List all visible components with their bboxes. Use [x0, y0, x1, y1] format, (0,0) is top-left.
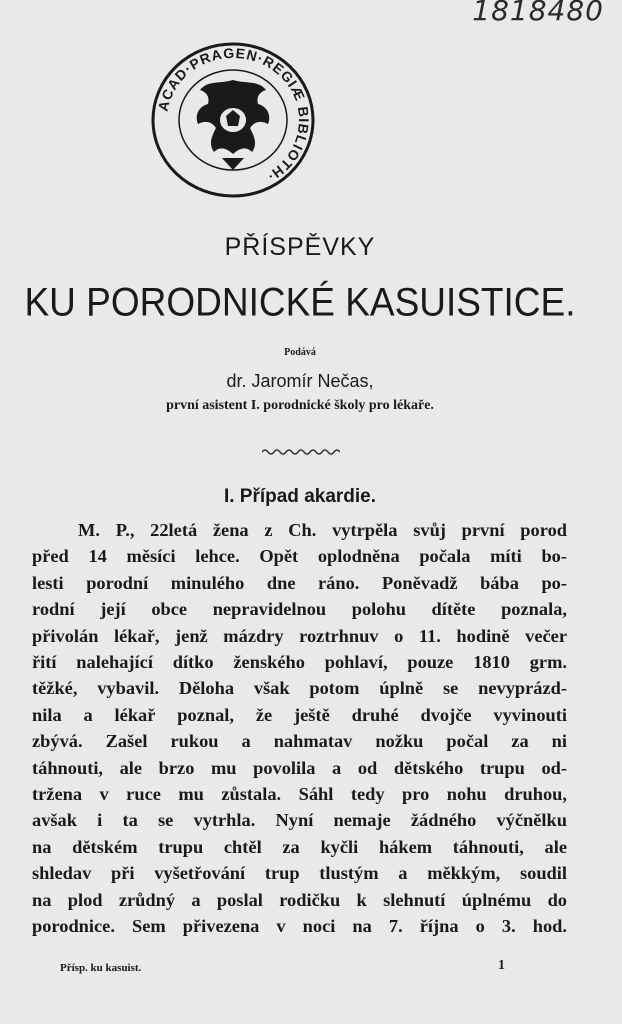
- body-line: před 14 měsíci lehce. Opět oplodněna počala míti bo-: [32, 546, 567, 567]
- divider-ornament: [262, 447, 340, 457]
- stamp-text: ACAD·PRAGEN·REGIÆ BIBLIOTH·: [154, 44, 313, 186]
- body-line: táhnouti, ale brzo mu povolila a od dětského trupu od-: [32, 757, 567, 778]
- body-line: těžké, vybavil. Děloha však potom úplně se nevyprázd-: [32, 678, 567, 699]
- body-line: nila a lékař poznal, že ještě druhé dvojče vyvinouti: [32, 704, 567, 725]
- body-line: shledav při vyšetřování trup tlustým a měkkým, soudil: [32, 863, 567, 884]
- body-line: rodní její obce nepravidelnou polohu dítěte poznala,: [32, 599, 567, 620]
- body-line: M. P., 22letá žena z Ch. vytrpěla svůj první porod: [78, 520, 567, 540]
- section-heading: I. Případ akardie.: [223, 486, 377, 507]
- page-number: 1: [498, 958, 505, 973]
- body-line: přivolán lékař, jenž mázdry roztrhnuv o 11. hodině večer: [32, 625, 567, 646]
- double-headed-eagle-icon: [197, 80, 270, 170]
- body-line: tržena v ruce mu zůstala. Sáhl tedy pro nohu druhou,: [32, 784, 567, 805]
- body-line: na plod zrůdný a poslal rodičku k slehnutí úplnému do: [32, 889, 567, 910]
- body-paragraph: [32, 517, 567, 940]
- presented-by-label: Podává: [284, 347, 316, 358]
- body-line: porodnice. Sem přivezena v noci na 7. října o 3. hod.: [32, 916, 567, 937]
- author-role: první asistent I. porodnické školy pro lékaře.: [166, 398, 434, 413]
- title-line-2: KU PORODNICKÉ KASUISTICE.: [24, 280, 576, 325]
- title-line-1: PŘÍSPĚVKY: [224, 233, 376, 261]
- library-stamp: [150, 40, 316, 200]
- body-line: řití nalehající dítko ženského pohlaví, pouze 1810 grm.: [32, 652, 567, 673]
- handwritten-catalog-number: 1818480: [472, 0, 604, 27]
- author-name: dr. Jaromír Nečas,: [226, 371, 374, 391]
- running-footer: Přísp. ku kasuist.: [60, 962, 142, 974]
- body-line: na dětském trupu chtěl za kyčli hákem táhnouti, ale: [32, 836, 567, 857]
- body-line: lesti porodní minulého dne ráno. Poněvadž bába po-: [32, 572, 567, 593]
- body-line: avšak i ta se vytrhla. Nyní nemaje žádného výčnělku: [32, 810, 567, 831]
- body-line: zbývá. Zašel rukou a nahmatav nožku počal za ni: [32, 731, 567, 752]
